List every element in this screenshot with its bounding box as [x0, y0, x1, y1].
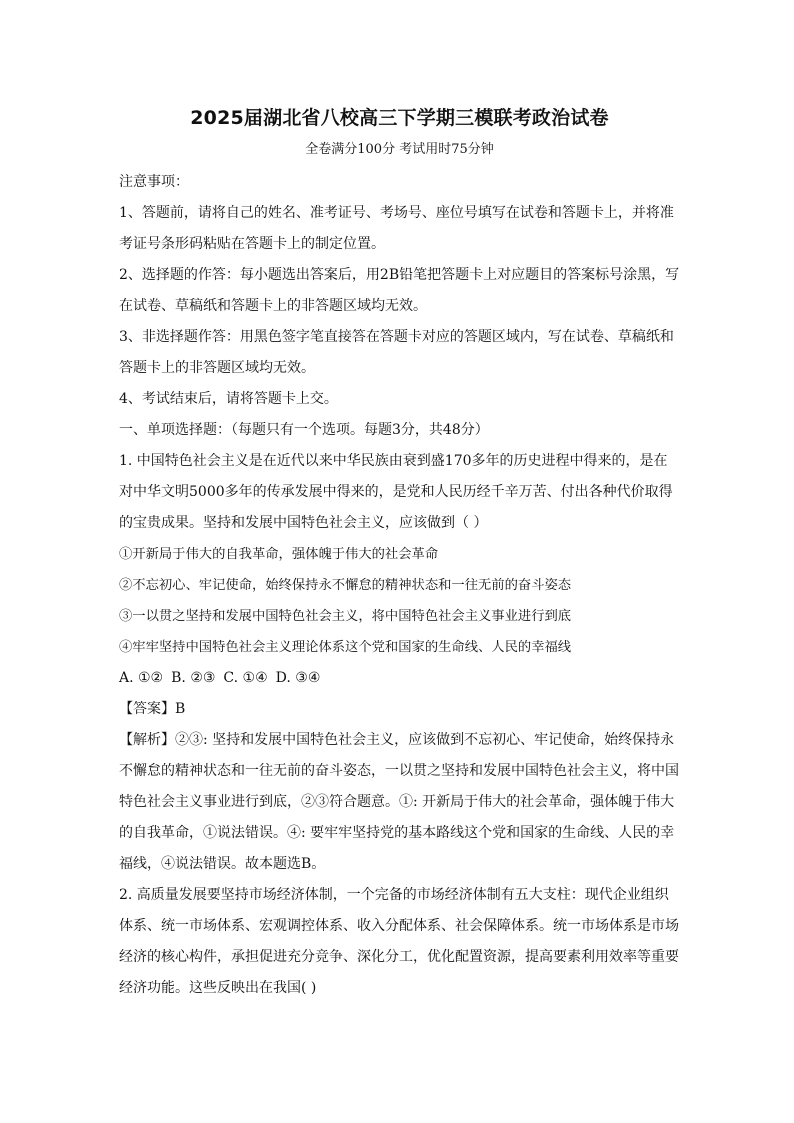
question-1-choices [119, 663, 680, 694]
note-item: 2、选择题的作答：每小题选出答案后，用2B铅笔把答题卡上对应题目的答案标号涂黑，写在试卷、草稿纸和答题卡上的非答题区域均无效。 [119, 267, 680, 314]
question-2-stem: 2. 高质量发展要坚持市场经济体制，一个完备的市场经济体制有五大支柱：现代企业组织体系、统一市场体系、宏观调控体系、收入分配体系、社会保障体系。统一市场体系是市场经济的核心构件，承担促进充分竞争、深化分工，优化配置资源，提高要素利用效率等重要经济功能。这些反映出在我国( ) [119, 887, 679, 996]
note-item: 3、非选择题作答：用黑色签字笔直接答在答题卡对应的答题区域内，写在试卷、草稿纸和答题卡上的非答题区域均无效。 [119, 329, 674, 376]
question-1-statement: ②不忘初心、牢记使命，始终保持永不懈怠的精神状态和一往无前的奋斗姿态 [119, 578, 572, 593]
question-1-statement: ①开新局于伟大的自我革命，强体魄于伟大的社会革命 [119, 547, 439, 562]
choice-d: D. ③④ [275, 670, 321, 686]
choice-b: B. ②③ [171, 670, 216, 686]
question-1-stem: 1. 中国特色社会主义是在近代以来中华民族由衰到盛170多年的历史进程中得来的，是在对中华文明5000多年的传承发展中得来的，是党和人民历经千辛万苦、付出各种代价取得的宝贵成果。坚持和发展中国特色社会主义，应该做到（ ） [119, 453, 673, 531]
note-item: 4、考试结束后，请将答题卡上交。 [119, 391, 338, 407]
question-1-answer: 【答案】B [119, 701, 186, 717]
question-1-statement: ③一以贯之坚持和发展中国特色社会主义，将中国特色社会主义事业进行到底 [119, 609, 572, 624]
page-title: 2025届湖北省八校高三下学期三模联考政治试卷 [190, 107, 609, 129]
choice-c: C. ①④ [223, 670, 268, 686]
question-1-statement: ④牢牢坚持中国特色社会主义理论体系这个党和国家的生命线、人民的幸福线 [119, 640, 572, 655]
notes-heading: 注意事项： [119, 174, 189, 190]
note-item: 1、答题前，请将自己的姓名、准考证号、考场号、座位号填写在试卷和答题卡上，并将准考证号条形码粘贴在答题卡上的制定位置。 [119, 205, 674, 252]
question-1-analysis: 【解析】②③: 坚持和发展中国特色社会主义，应该做到不忘初心、牢记使命，始终保持永不懈怠的精神状态和一往无前的奋斗姿态，一以贯之坚持和发展中国特色社会主义，将中国特色社会主义事业进行到底，②③符合题意。①: 开新局于伟大的社会革命，强体魄于伟大的自我革命，①说法错误。④: 要牢牢坚持党的基本路线这个党和国家的生命线、人民的幸福线，④说法错误。故本题选B。 [119, 732, 679, 872]
exam-info: 全卷满分100分 考试用时75分钟 [305, 142, 494, 157]
section-heading: 一、单项选择题：（每题只有一个选项。每题3分，共48分） [119, 422, 489, 438]
choice-a: A. ①② [119, 670, 164, 686]
